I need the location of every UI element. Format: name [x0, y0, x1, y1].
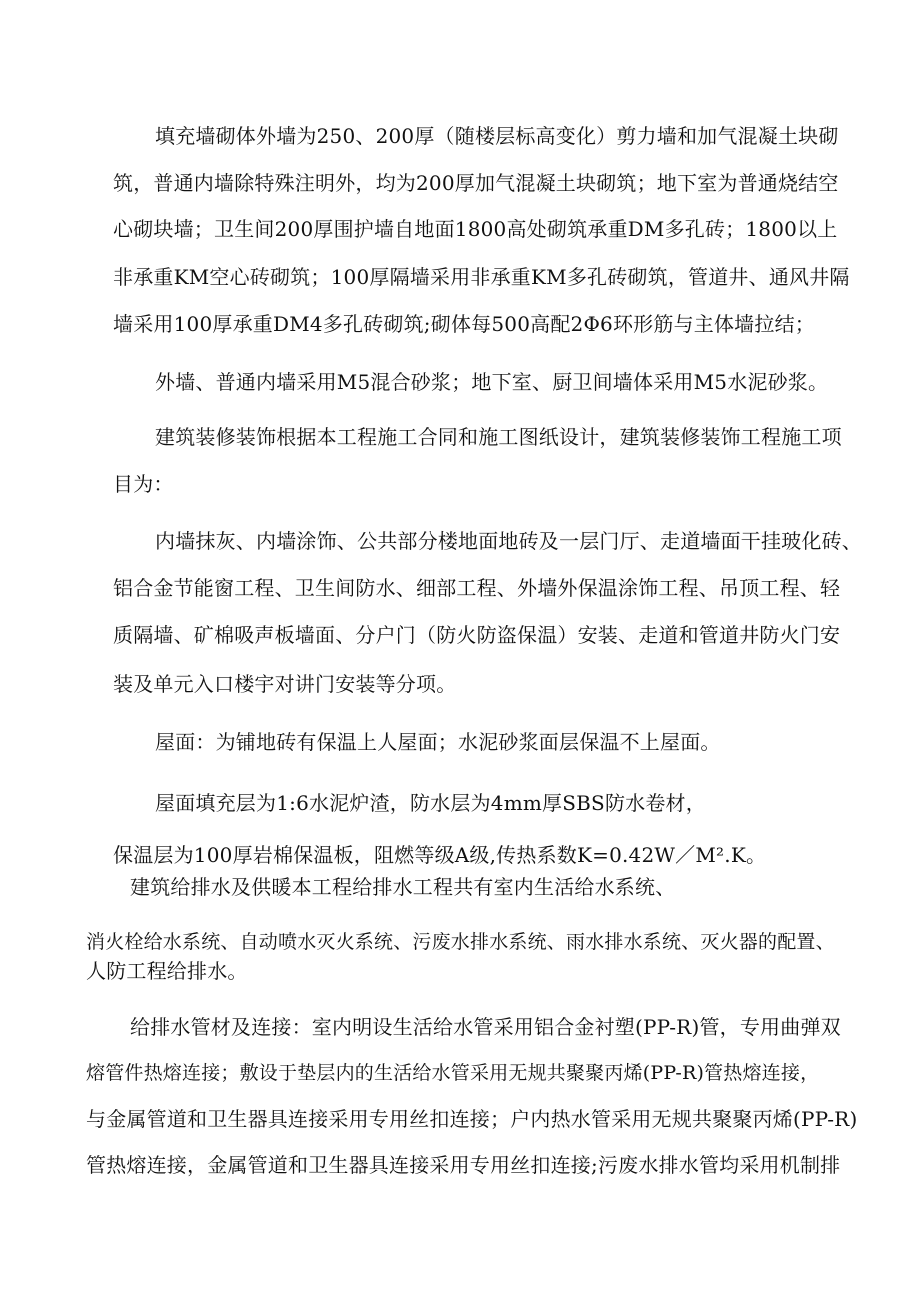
mortar-paragraph: 外墙、普通内墙采用M5混合砂浆；地下室、厨卫间墙体采用M5水泥砂浆。	[155, 370, 829, 394]
items-line-4: 装及单元入口楼宇对讲门安装等分项。	[113, 672, 457, 696]
infill-line-1: 填充墙砌体外墙为250、200厚（随楼层标高变化）剪力墙和加气混凝土块砌	[155, 124, 839, 148]
items-line-3: 质隔墙、矿棉吸声板墙面、分户门（防火防盗保温）安装、走道和管道井防火门安	[113, 623, 841, 647]
infill-line-2: 筑，普通内墙除特殊注明外，均为200厚加气混凝土块砌筑；地下室为普通烧结空	[113, 171, 839, 195]
roof-fill-paragraph: 屋面填充层为1:6水泥炉渣，防水层为4mm厚SBS防水卷材，	[155, 791, 706, 815]
roof-paragraph: 屋面：为铺地砖有保温上人屋面；水泥砂浆面层保温不上屋面。	[155, 730, 721, 754]
decoration-line-1: 建筑装修装饰根据本工程施工合同和施工图纸设计，建筑装修装饰工程施工项	[155, 425, 842, 449]
decoration-line-2: 目为：	[113, 472, 174, 496]
infill-line-3: 心砌块墙；卫生间200厚围护墙自地面1800高处砌筑承重DM多孔砖；1800以上	[113, 217, 838, 241]
insulation-paragraph: 保温层为100厚岩棉保温板，阻燃等级A级,传热系数K=0.42W／M².K。	[113, 843, 767, 867]
plumbing-line-3: 人防工程给排水。	[86, 959, 248, 983]
infill-line-5: 墙采用100厚承重DM4多孔砖砌筑;砌体每500高配2Φ6环形筋与主体墙拉结；	[113, 312, 815, 336]
infill-line-4: 非承重KM空心砖砌筑；100厚隔墙采用非承重KM多孔砖砌筑，管道井、通风井隔	[113, 265, 850, 289]
pipes-line-3: 与金属管道和卫生器具连接采用专用丝扣连接；户内热水管采用无规共聚聚丙烯(PP-R)	[86, 1107, 858, 1131]
items-line-1: 内墙抹灰、内墙涂饰、公共部分楼地面地砖及一层门厅、走道墙面干挂玻化砖、	[155, 529, 862, 553]
pipes-line-4: 管热熔连接，金属管道和卫生器具连接采用专用丝扣连接;污废水排水管均采用机制排	[86, 1153, 841, 1177]
items-line-2: 铝合金节能窗工程、卫生间防水、细部工程、外墙外保温涂饰工程、吊顶工程、轻	[113, 576, 841, 600]
plumbing-line-1: 建筑给排水及供暖本工程给排水工程共有室内生活给水系统、	[130, 875, 676, 899]
plumbing-line-2: 消火栓给水系统、自动喷水灭火系统、污废水排水系统、雨水排水系统、灭火器的配置、	[86, 931, 835, 953]
pipes-line-2: 熔管件热熔连接；敷设于垫层内的生活给水管采用无规共聚聚丙烯(PP-R)管热熔连接，	[86, 1062, 820, 1084]
pipes-line-1: 给排水管材及连接：室内明设生活给水管采用铝合金衬塑(PP-R)管，专用曲弹双	[130, 1015, 841, 1039]
